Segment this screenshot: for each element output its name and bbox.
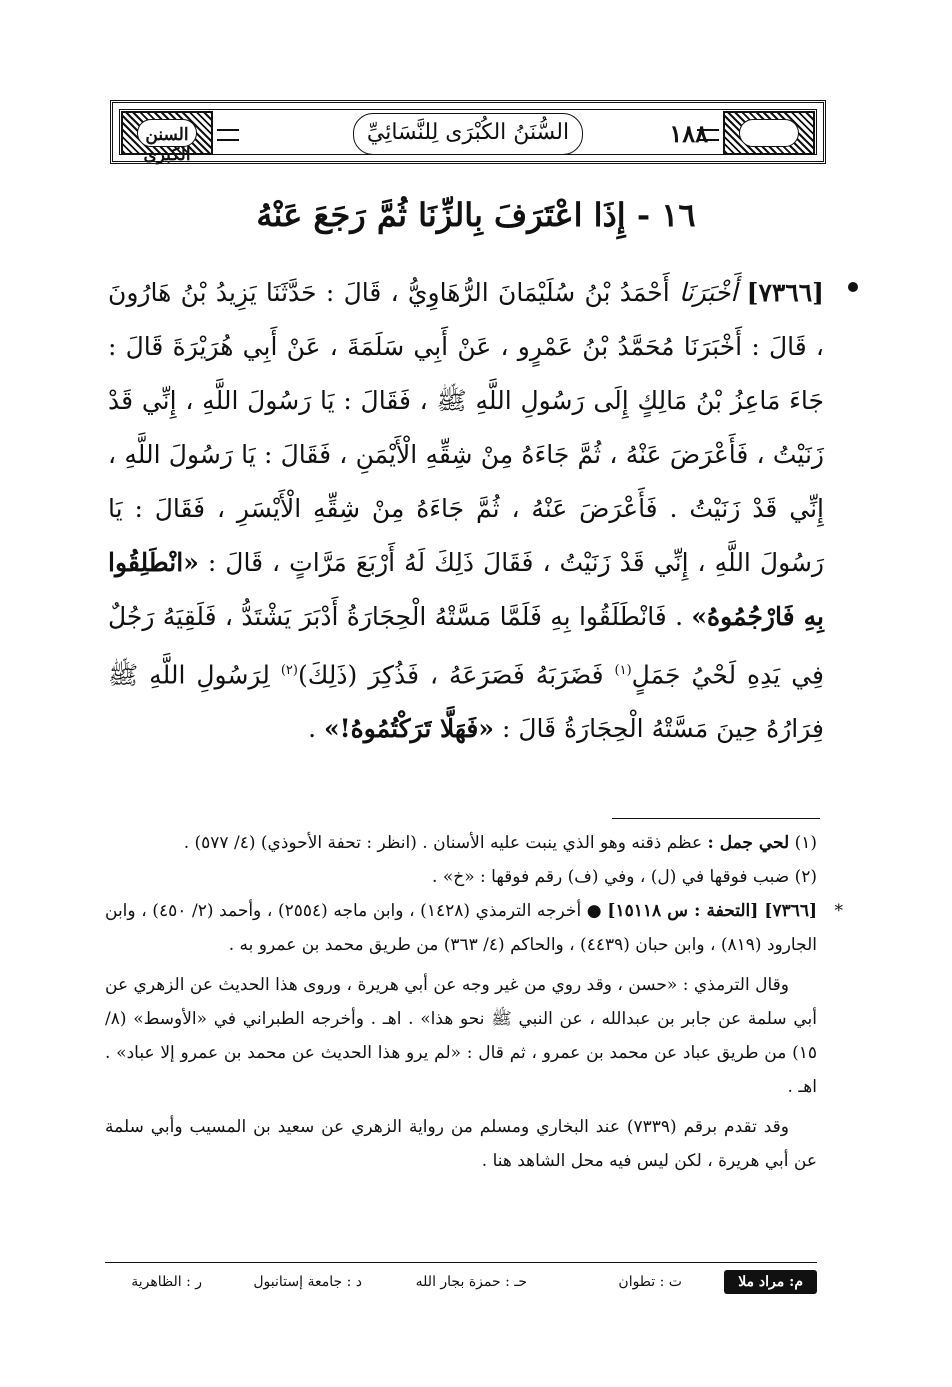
takhrij-number: [٧٣٦٦] [التحفة : س ١٥١١٨] xyxy=(607,901,818,921)
footnote-ref-2[interactable]: (٢) xyxy=(280,663,298,678)
takhrij xyxy=(105,894,843,962)
footnote-1 xyxy=(105,826,817,860)
footnote-1-number: (١) xyxy=(794,833,817,853)
sigla-item-1: ت : تطوان xyxy=(618,1274,682,1290)
hadith-ending: . xyxy=(308,714,317,744)
hadith-body-4: لِرَسُولِ اللَّهِ ﷺ فِرَارُهُ حِينَ مَسَّتْهُ الْحِجَارَةُ قَالَ : xyxy=(108,660,824,744)
footer-divider xyxy=(105,1262,817,1263)
page-header xyxy=(110,100,826,164)
takhrij-text: ● أخرجه الترمذي (١٤٢٨) ، وابن ماجه (٢٥٥٤) ، وأحمد (٢/ ٤٥٠) ، وابن الجارود (٨١٩) ، وابن حبان (٤٤٣٩) ، والحاكم (٤/ ٣٦٣) من طريق محمد بن عمرو به . xyxy=(105,901,817,955)
chapter-heading: ١٦ - إِذَا اعْتَرَفَ بِالزِّنَا ثُمَّ رَجَعَ عَنْهُ xyxy=(256,196,696,234)
prophet-quote-2: «فَهَلَّا تَرَكْتُمُوهُ!» xyxy=(324,714,494,744)
ornament-medallion-left xyxy=(137,119,197,165)
hadith-number: [٧٣٦٦] xyxy=(746,278,825,307)
takhrij-paragraph-2: وقد تقدم برقم (٧٣٣٩) عند البخاري ومسلم من رواية الزهري عن سعيد بن المسيب وأبي سلمة عن أبي هريرة ، لكن ليس فيه محل الشاهد هنا . xyxy=(105,1117,817,1171)
book-title: السُّنَنُ الكُبْرَى لِلنَّسَائِيِّ xyxy=(353,113,583,155)
footnote-divider xyxy=(612,818,820,819)
footnote-1-term: لحي جمل : xyxy=(707,833,790,853)
footnote-2: (٢) ضبب فوقها في (ل) ، وفي (ف) رقم فوقها : «خ» . xyxy=(432,867,817,887)
prophet-quote-1: «انْطَلِقُوا بِهِ فَارْجُمُوهُ» xyxy=(108,548,824,631)
footnote-ref-1[interactable]: (١) xyxy=(614,663,632,678)
ornament-medallion-right xyxy=(739,119,799,147)
ornament-left xyxy=(121,111,213,165)
sigla-item-3: د : جامعة إستانبول xyxy=(253,1274,362,1290)
manuscript-sigla xyxy=(105,1270,817,1298)
sigla-tag: م: مراد ملا xyxy=(724,1270,817,1294)
ornament-text: السنن الكبرى xyxy=(143,125,191,165)
star-icon: * xyxy=(834,901,843,921)
hadith-body-1: أَحْمَدُ بْنُ سُلَيْمَانَ الرُّهَاوِيُّ ، قَالَ : حَدَّثَنَا يَزِيدُ بْنُ هَارُونَ ، قَالَ : أَخْبَرَنَا مُحَمَّدُ بْنُ عَمْرٍو ، عَنْ أَبِي سَلَمَةَ ، عَنْ أَبِي هُرَيْرَةَ قَالَ : جَاءَ مَاعِزُ بْنُ مَالِكٍ إِلَى رَسُولِ اللَّهِ ﷺ ، فَقَالَ : يَا رَسُولَ اللَّهِ ، إِنِّي قَدْ زَنَيْتُ ، فَأَعْرَضَ عَنْهُ ، ثُمَّ جَاءَهُ مِنْ شِقِّهِ الْأَيْمَنِ ، فَقَالَ : يَا رَسُولَ اللَّهِ ، إِنِّي قَدْ زَنَيْتُ . فَأَعْرَضَ عَنْهُ ، ثُمَّ جَاءَهُ مِنْ شِقِّهِ الْأَيْسَرِ ، فَقَالَ : يَا رَسُولَ اللَّهِ ، إِنِّي قَدْ زَنَيْتُ ، فَقَالَ ذَلِكَ لَهُ أَرْبَعَ مَرَّاتٍ ، قَالَ : xyxy=(108,278,825,577)
footnotes xyxy=(105,826,843,1178)
page-number: ١٨٨ xyxy=(669,119,708,148)
ornament-right xyxy=(723,111,815,155)
hadith-body-2: . فَانْطَلَقُوا بِهِ فَلَمَّا مَسَّتْهُ الْحِجَارَةُ أَدْبَرَ يَشْتَدُّ ، فَلَقِيَهُ رَجُلٌ فِي يَدِهِ لَحْيُ جَمَلٍ xyxy=(108,602,824,690)
footnote-1-text: عظم ذقنه وهو الذي ينبت عليه الأسنان . (انظر : تحفة الأحوذي) (٤/ ٥٧٧) . xyxy=(183,833,703,853)
hadith-text xyxy=(108,266,824,756)
hadith-body-3: فَضَرَبَهُ فَصَرَعَهُ ، فَذُكِرَ (ذَلِكَ) xyxy=(297,660,604,690)
hadith-lead: أَخْبَرَنَا xyxy=(679,278,738,307)
sigla-item-2: حـ : حمزة بجار الله xyxy=(415,1274,527,1290)
sigla-item-4: ر : الظاهرية xyxy=(131,1274,202,1290)
bullet-icon xyxy=(848,282,858,292)
chain-decoration-left xyxy=(217,129,239,141)
takhrij-paragraph-1: وقال الترمذي : «حسن ، وقد روي من غير وجه عن أبي هريرة ، وروى هذا الحديث عن الزهري عن أبي سلمة عن جابر بن عبدالله ، عن النبي ﷺ نحو هذا» . اهـ . وأخرجه الطبراني في «الأوسط» (٨/ ١٥) من طريق عباد عن محمد بن عمرو ، ثم قال : «لم يرو هذا الحديث عن محمد بن عمرو إلا عباد» . اهـ . xyxy=(105,975,817,1097)
